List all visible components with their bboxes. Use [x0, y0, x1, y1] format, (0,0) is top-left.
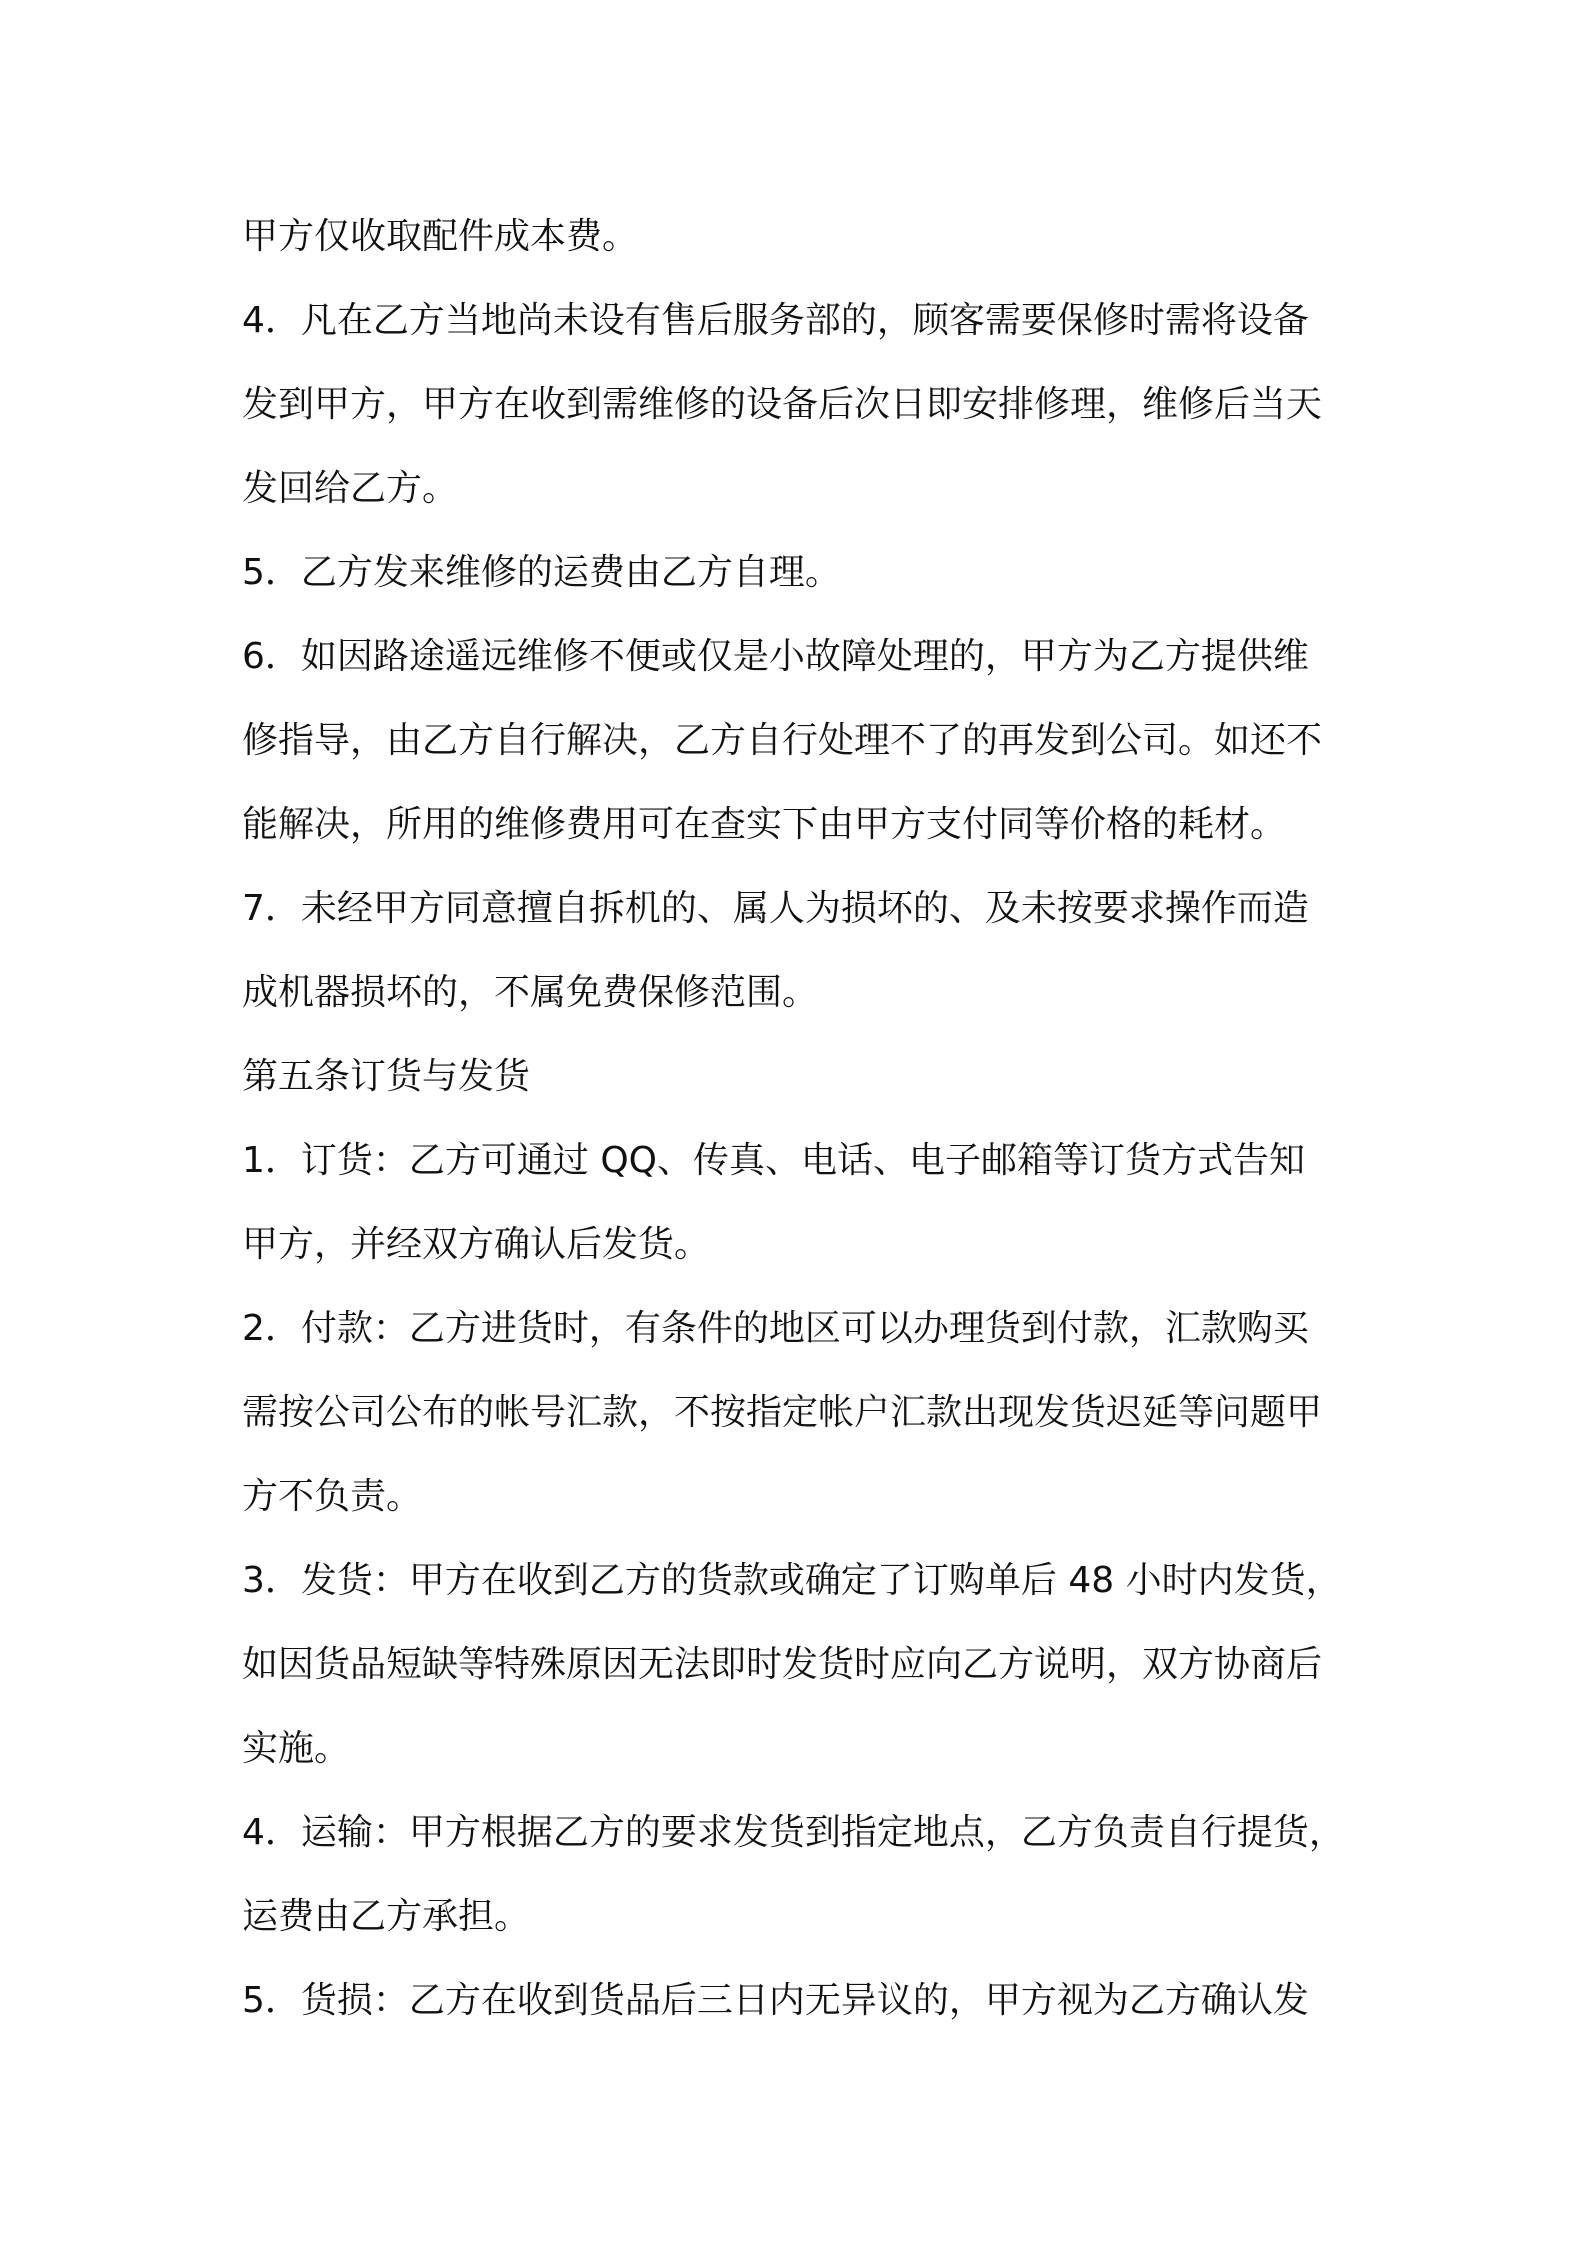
- text-line: 4．凡在乙方当地尚未设有售后服务部的，顾客需要保修时需将设备: [242, 300, 1309, 341]
- text-line: 7．未经甲方同意擅自拆机的、属人为损坏的、及未按要求操作而造: [242, 888, 1309, 929]
- text-line: 4．运输：甲方根据乙方的要求发货到指定地点，乙方负责自行提货，: [242, 1812, 1345, 1853]
- text-line: 1．订货：乙方可通过 QQ、传真、电话、电子邮箱等订货方式告知: [242, 1140, 1306, 1181]
- document-body: [242, 195, 1357, 2043]
- paragraph-delivery: [242, 1539, 1357, 1791]
- paragraph-item-4-repair-shipping: [242, 279, 1357, 531]
- paragraph-damage: [242, 1959, 1357, 2043]
- text-line: 5．货损：乙方在收到货品后三日内无异议的，甲方视为乙方确认发: [242, 1980, 1309, 2021]
- paragraph-transport: [242, 1791, 1357, 1959]
- text-line: 发到甲方，甲方在收到需维修的设备后次日即安排修理，维修后当天: [242, 384, 1323, 425]
- paragraph-payment: [242, 1287, 1357, 1539]
- text-line: 2．付款：乙方进货时，有条件的地区可以办理货到付款，汇款购买: [242, 1308, 1309, 1349]
- section-heading-article-5: [242, 1035, 1357, 1119]
- paragraph-item-6-remote-guidance: [242, 615, 1357, 867]
- text-line: 方不负责。: [242, 1476, 423, 1517]
- text-line: 甲方仅收取配件成本费。: [242, 216, 639, 257]
- text-line: 6．如因路途遥远维修不便或仅是小故障处理的，甲方为乙方提供维: [242, 636, 1309, 677]
- paragraph-item-5-freight: [242, 531, 1357, 615]
- text-line: 修指导，由乙方自行解决，乙方自行处理不了的再发到公司。如还不: [242, 720, 1323, 761]
- text-line: 第五条订货与发货: [242, 1056, 531, 1097]
- paragraph-parts-cost: [242, 195, 1357, 279]
- text-line: 5．乙方发来维修的运费由乙方自理。: [242, 552, 841, 593]
- text-line: 3．发货：甲方在收到乙方的货款或确定了订购单后 48 小时内发货，: [242, 1560, 1342, 1601]
- text-line: 运费由乙方承担。: [242, 1896, 531, 1937]
- text-line: 甲方，并经双方确认后发货。: [242, 1224, 711, 1265]
- text-line: 需按公司公布的帐号汇款，不按指定帐户汇款出现发货迟延等问题甲: [242, 1392, 1323, 1433]
- text-line: 实施。: [242, 1728, 351, 1769]
- text-line: 成机器损坏的，不属免费保修范围。: [242, 972, 819, 1013]
- text-line: 发回给乙方。: [242, 468, 459, 509]
- text-line: 能解决，所用的维修费用可在查实下由甲方支付同等价格的耗材。: [242, 804, 1287, 845]
- text-line: 如因货品短缺等特殊原因无法即时发货时应向乙方说明，双方协商后: [242, 1644, 1323, 1685]
- paragraph-item-7-warranty-exclusion: [242, 867, 1357, 1035]
- paragraph-ordering: [242, 1119, 1357, 1287]
